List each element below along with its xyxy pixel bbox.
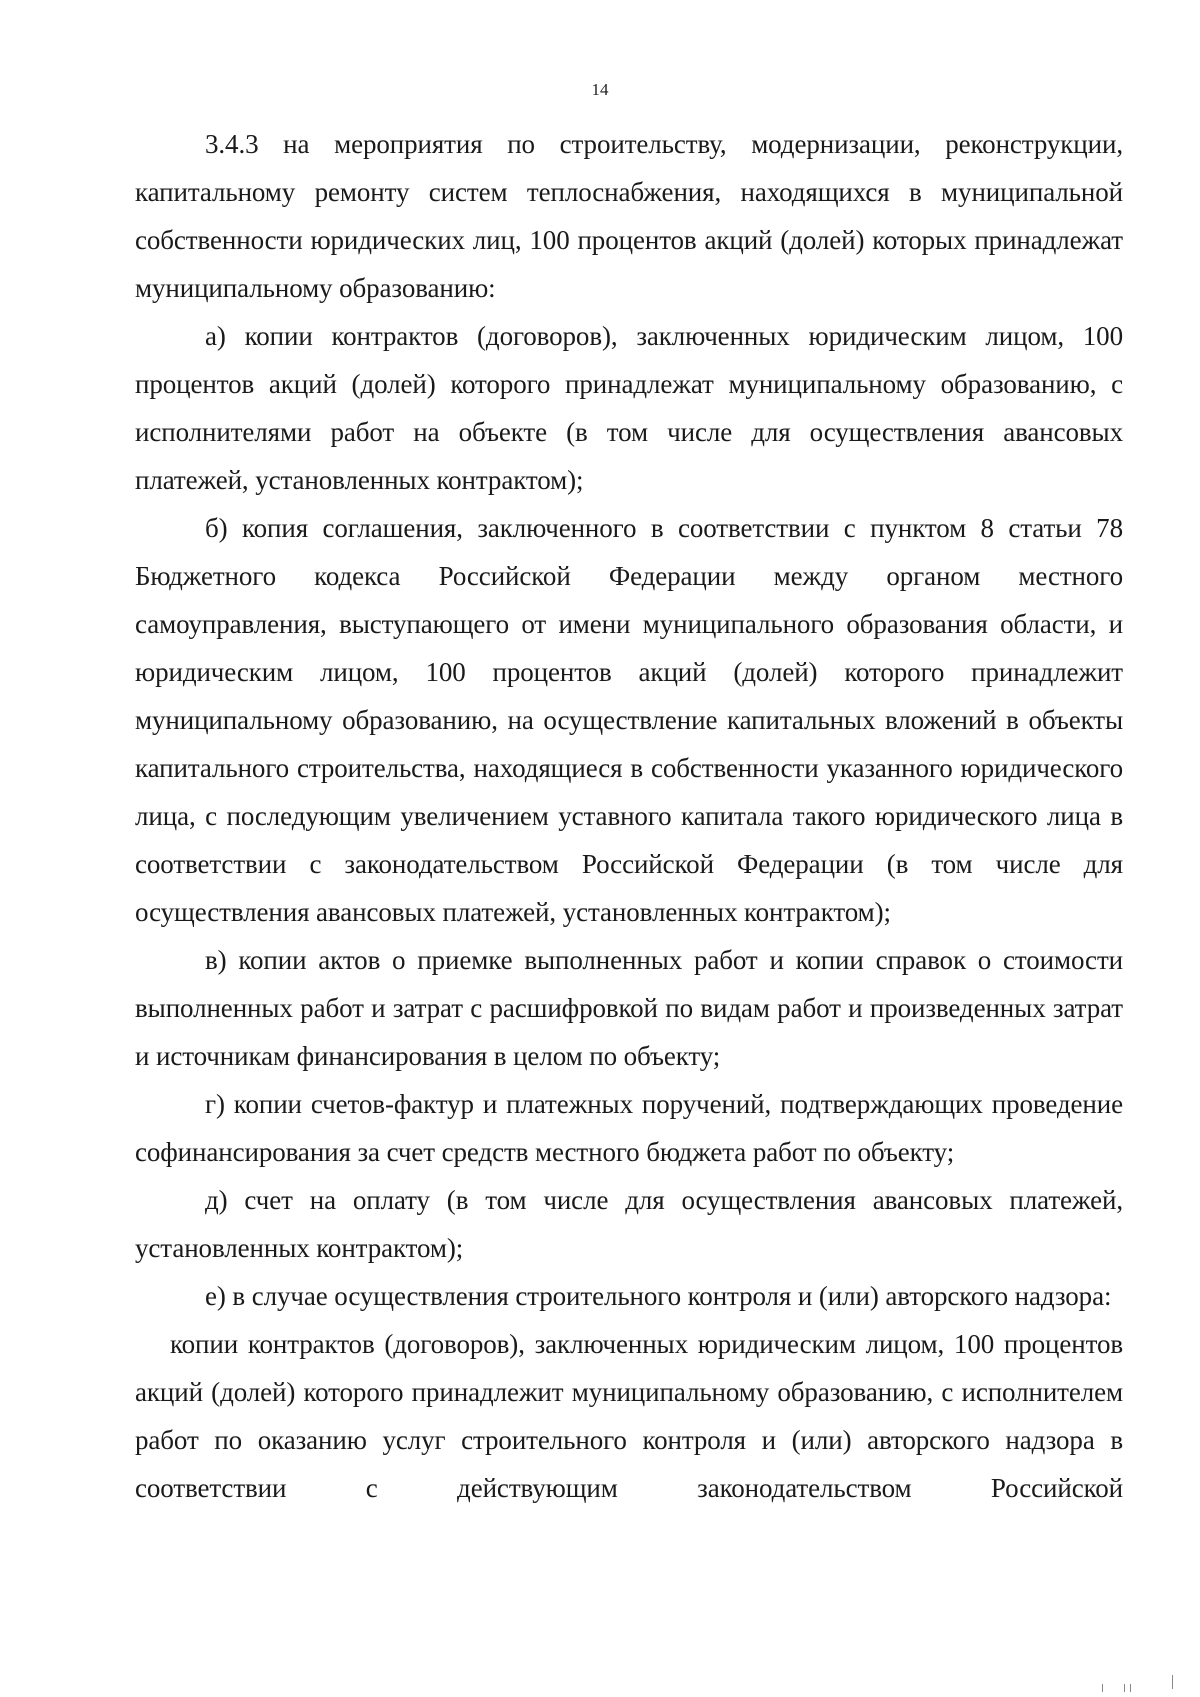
scan-artifact <box>1130 1684 1131 1692</box>
paragraph-3-4-3: 3.4.3 на мероприятия по строительству, модернизации, реконструкции, капитальному ремонту систем теплоснабжения, находящихся в муниципальной собственности юридических лиц, 100 процентов акций (долей) которых принадлежат муниципальному образованию: <box>135 129 1123 303</box>
page-number: 14 <box>591 80 609 99</box>
paragraph-item-g: г) копии счетов-фактур и платежных поручений, подтверждающих проведение софинансирования за счет средств местного бюджета работ по объекту; <box>135 1089 1123 1167</box>
scan-artifact <box>1172 1675 1173 1689</box>
paragraph-item-d: д) счет на оплату (в том числе для осуществления авансовых платежей, установленных контрактом); <box>135 1185 1123 1263</box>
paragraph-item-b: б) копия соглашения, заключенного в соответствии с пунктом 8 статьи 78 Бюджетного кодекса Российской Федерации между органом местного самоуправления, выступающего от имени муниципального образования области, и юридическим лицом, 100 процентов акций (долей) которого принадлежит муниципальному образованию, на осуществление капитальных вложений в объекты капитального строительства, находящиеся в собственности указанного юридического лица, с последующим увеличением уставного капитала такого юридического лица в соответствии с законодательством Российской Федерации (в том числе для осуществления авансовых платежей, установленных контрактом); <box>135 513 1123 927</box>
document-body <box>135 120 1123 1512</box>
paragraph-item-v: в) копии актов о приемке выполненных работ и копии справок о стоимости выполненных работ и затрат с расшифровкой по видам работ и произведенных затрат и источникам финансирования в целом по объекту; <box>135 945 1123 1071</box>
scan-artifact <box>1124 1684 1125 1692</box>
scan-artifact <box>1102 1684 1103 1692</box>
paragraph-item-e: е) в случае осуществления строительного контроля и (или) авторского надзора: <box>205 1281 1112 1311</box>
paragraph-item-a: а) копии контрактов (договоров), заключенных юридическим лицом, 100 процентов акций (долей) которого принадлежат муниципальному образованию, с исполнителями работ на объекте (в том числе для осуществления авансовых платежей, установленных контрактом); <box>135 321 1123 495</box>
paragraph-contracts-copies: копии контрактов (договоров), заключенных юридическим лицом, 100 процентов акций (долей) которого принадлежит муниципальному образованию, с исполнителем работ по оказанию услуг строительного контроля и (или) авторского надзора в соответствии с действующим законодательством Российской <box>135 1329 1123 1503</box>
